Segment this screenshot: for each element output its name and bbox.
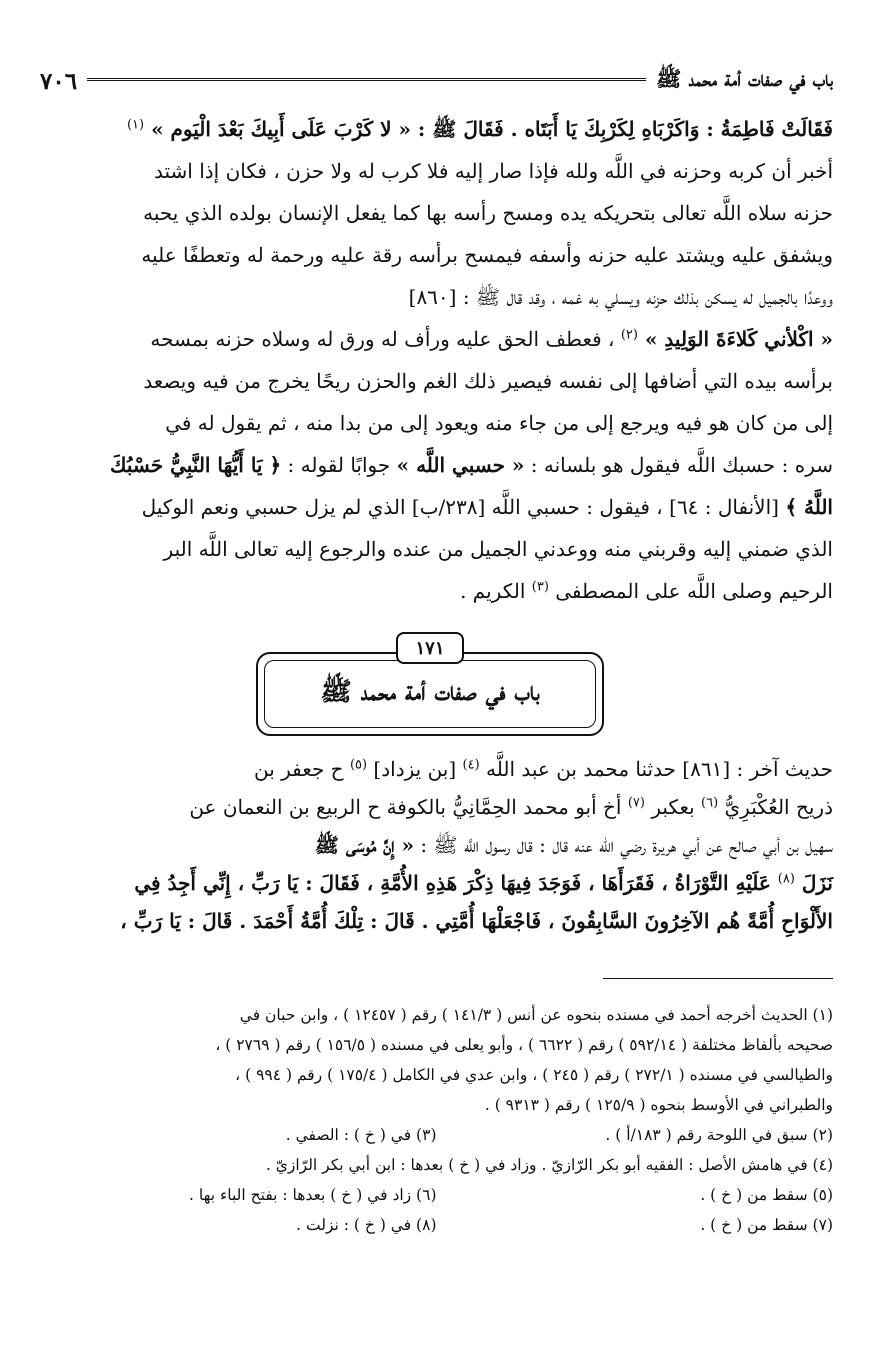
text-run: سهيل بن أبي صالح عن أبي هريرة رضي الله عنه قال : قال رسول اللَّه ﷺ : <box>413 833 833 857</box>
text-run: أخ أبو محمد الحِمَّانِيُّ بالكوفة ح الربيع بن النعمان عن <box>189 795 628 819</box>
text-line <box>40 402 833 444</box>
footnote-ref: (٦) <box>701 795 719 811</box>
text-line-2 <box>40 864 833 902</box>
footnote-1-line: والطبراني في الأوسط بنحوه ( ١٢٥/٩ ) رقم ( ٩٣١٣ ) . <box>484 1096 833 1114</box>
text-run: ، فعطف الحق عليه ورأف له ورق له وسلاه حزنه بمسحه <box>150 327 621 351</box>
footnotes <box>40 1000 833 1240</box>
text-line <box>40 150 833 192</box>
text-line-2 <box>40 788 833 826</box>
header-rule <box>87 78 646 84</box>
text-run: بعكبر <box>644 795 702 819</box>
text-line <box>40 444 833 486</box>
footnote-6: (٦) زاد في ( خ ) بعدها : بفتح الباء بها . <box>189 1186 437 1204</box>
text-run: برأسه بيده التي أضافها إلى نفسه فيصير ذلك الغم والحزن ريحًا يخرج من فيه ويصعد <box>143 369 833 393</box>
text-line-2 <box>40 902 833 940</box>
footnote-ref: (٥) <box>349 757 368 773</box>
text-line <box>40 528 833 570</box>
footnote-separator <box>603 978 833 979</box>
chapter-title: باب في صفات أمة محمد ﷺ <box>320 677 540 707</box>
footnote-ref: (٢) <box>620 327 638 343</box>
footnote-8: (٨) في ( خ ) : نزلت . <box>296 1216 437 1234</box>
footnote-ref: (٤) <box>462 757 480 773</box>
text-run: ويشفق عليه ويشتد عليه حزنه وأسفه فيمسح برأسه رقة عليه ورحمة له وتعطفًا عليه <box>141 243 833 267</box>
text-run: جوابًا لقوله : <box>281 453 397 477</box>
footnote-ref: (١) <box>126 117 145 133</box>
highlighted-text: « اكْلأني كَلاءَةَ الوَلِيدِ » <box>637 327 833 351</box>
highlighted-text: الأَلْوَاحِ أُمَّةً هُم الآخِرُونَ السَّابِقُونَ ، فَاجْعَلْهَا أُمَّتِي . قَالَ : تِلْكَ أُمَّةُ أَحْمَدَ . قَالَ : يَا رَبِّ ، <box>120 909 833 933</box>
chapter-text <box>40 750 833 940</box>
footnote-ref: (٣) <box>531 579 549 595</box>
text-line <box>40 318 833 360</box>
footnote-1-line: صحيحه بألفاظ مختلفة ( ٥٩٢/١٤ ) رقم ( ٦٦٢٢ ) ، وأبو يعلى في مسنده ( ١٥٦/٥ ) رقم ( ٢٧٦٩ ) ، <box>215 1036 833 1054</box>
text-run: أخبر أن كربه وحزنه في اللَّه ولله فإذا صار إليه فلا كرب له ولا حزن ، فكان إذا اشتد <box>154 159 833 183</box>
highlighted-text: نَزَلَ <box>794 871 833 895</box>
text-run: حديث آخر : [٨٦١] حدثنا محمد بن عبد اللَّه <box>479 757 833 781</box>
footnote-1-line: والطيالسي في مسنده ( ٢٧٢/١ ) رقم ( ٢٤٥ ) ، وابن عدي في الكامل ( ١٧٥/٤ ) رقم ( ٩٩٤ ) ، <box>235 1066 833 1084</box>
text-line-2 <box>40 750 833 788</box>
text-line <box>40 234 833 276</box>
footnote-4: (٤) في هامش الأصل : الفقيه أبو بكر الرّازيّ . وزاد في ( خ ) بعدها : ابن أبي بكر الرّازيّ . <box>265 1156 833 1174</box>
text-run: [الأنفال : ٦٤] ، فيقول : حسبي اللَّه [٢٣٨/ب] الذي لم يزل حسبي ونعم الوكيل <box>141 495 786 519</box>
text-line <box>40 486 833 528</box>
chapter-heading-box <box>256 652 604 736</box>
text-line <box>40 570 833 612</box>
highlighted-text: « حسبي اللَّه » <box>396 453 525 477</box>
text-run: ذريح العُكْبَرِيُّ <box>718 795 833 819</box>
text-run: إلى من كان هو فيه ويرجع إلى من جاء منه ويعود إلى من بدا منه ، ثم يقول له في <box>165 411 833 435</box>
text-run: ووعدًا بالجميل له يسكن بذلك حزنه ويسلي به غمه ، وقد قال ﷺ : [٨٦٠] <box>408 285 833 309</box>
footnote-7: (٧) سقط من ( خ ) . <box>700 1216 833 1234</box>
text-run: الكريم . <box>460 579 532 603</box>
chapter-number: ١٧١ <box>396 632 464 664</box>
text-run: حزنه سلاه اللَّه تعالى بتحريكه يده ومسح رأسه بها كما يفعل الإنسان بولده الذي يحبه <box>143 201 833 225</box>
footnote-2: (٢) سبق في اللوحة رقم ( ١٨٣/أ ) . <box>605 1126 833 1144</box>
highlighted-text: فَقَالَتْ فَاطِمَةُ : وَاكَرْبَاهِ لِكَرْبِكَ يَا أَبَتَاه . فَقَالَ ﷺ : « لا كَرْبَ عَلَى أَبِيكَ بَعْدَ الْيَوم » <box>144 117 833 141</box>
text-line-2 <box>40 826 833 864</box>
main-text <box>40 108 833 612</box>
running-header-title: باب في صفات أمة محمد ﷺ <box>655 65 833 91</box>
footnote-5: (٥) سقط من ( خ ) . <box>700 1186 833 1204</box>
highlighted-text: اللَّهُ ﴾ <box>785 495 833 519</box>
text-run: سره : حسبك اللَّه فيقول هو بلسانه : <box>524 453 833 477</box>
footnote-3: (٣) في ( خ ) : الصفي . <box>285 1126 437 1144</box>
text-line <box>40 108 833 150</box>
text-line <box>40 276 833 318</box>
footnote-1-line: (١) الحديث أخرجه أحمد في مسنده بنحوه عن أنس ( ١٤١/٣ ) رقم ( ١٢٤٥٧ ) ، وابن حبان في <box>239 1006 833 1024</box>
footnote-ref: (٧) <box>627 795 645 811</box>
highlighted-text: ﴿ يَا أَيُّهَا النَّبِيُّ حَسْبُكَ <box>110 453 282 477</box>
running-header <box>40 64 833 98</box>
text-line <box>40 360 833 402</box>
page-number: ٧٠٦ <box>40 67 78 95</box>
footnote-ref: (٨) <box>777 871 795 887</box>
highlighted-text: عَلَيْهِ التَّوْرَاةُ ، فَقَرَأَهَا ، فَوَجَدَ فِيهَا ذِكْرَ هَذِهِ الأُمَّةِ ، فَقَالَ : يَا رَبِّ ، إِنِّي أَجِدُ فِي <box>134 871 778 895</box>
text-line <box>40 192 833 234</box>
text-run: ح جعفر بن <box>254 757 350 781</box>
text-run: الذي ضمني إليه وقربني منه ووعدني الجميل من عنده والرجوع إليه تعالى اللَّه البر <box>163 537 833 561</box>
highlighted-text: « إِنَّ مُوسَى ﷺ <box>314 833 414 857</box>
text-run: [بن يزداد] <box>367 757 463 781</box>
text-run: الرحيم وصلى اللَّه على المصطفى <box>548 579 833 603</box>
